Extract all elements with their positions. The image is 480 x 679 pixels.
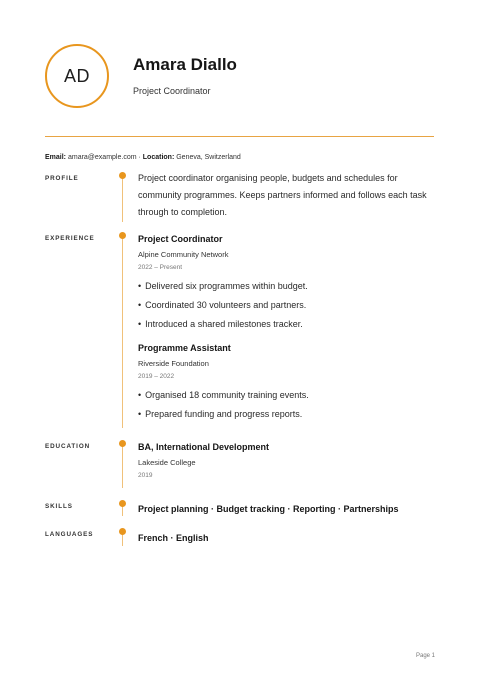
job-bullet: • Introduced a shared milestones tracker. bbox=[138, 315, 438, 334]
job-bullet: • Coordinated 30 volunteers and partners. bbox=[138, 296, 438, 315]
job-bullets bbox=[138, 277, 438, 334]
person-title: Project Coordinator bbox=[133, 86, 211, 96]
skills-list: Project planning · Budget tracking · Reporting · Partnerships bbox=[138, 504, 399, 514]
languages-list: French · English bbox=[138, 533, 209, 543]
job-bullets bbox=[138, 386, 438, 424]
contact-line bbox=[45, 154, 241, 161]
section-label-education: EDUCATION bbox=[45, 443, 91, 450]
timeline-dot-education bbox=[119, 440, 126, 447]
job-bullet: • Delivered six programmes within budget. bbox=[138, 277, 438, 296]
timeline-experience bbox=[122, 236, 123, 428]
experience-entry bbox=[138, 234, 438, 334]
timeline-dot-profile bbox=[119, 172, 126, 179]
email-label: Email: bbox=[45, 154, 67, 161]
degree: BA, International Development bbox=[138, 442, 270, 452]
location-label: Location: bbox=[142, 154, 175, 161]
education-entry bbox=[138, 442, 438, 479]
timeline-education bbox=[122, 444, 123, 488]
job-title: Project Coordinator bbox=[138, 234, 223, 244]
header-divider bbox=[45, 136, 434, 137]
section-label-languages: LANGUAGES bbox=[45, 531, 94, 538]
job-dates: 2019 – 2022 bbox=[138, 373, 175, 380]
section-label-experience: EXPERIENCE bbox=[45, 235, 95, 242]
profile-text: Project coordinator organising people, budgets and schedules for community programmes. Keeps partners informed and follows each task through to completion. bbox=[138, 173, 427, 217]
person-name: Amara Diallo bbox=[133, 55, 237, 74]
job-title: Programme Assistant bbox=[138, 343, 231, 353]
timeline-dot-skills bbox=[119, 500, 126, 507]
section-label-skills: SKILLS bbox=[45, 503, 73, 510]
email-value: amara@example.com bbox=[67, 154, 137, 161]
job-bullet: • Prepared funding and progress reports. bbox=[138, 405, 438, 424]
graduation-year: 2019 bbox=[138, 472, 153, 479]
contact-separator: · bbox=[136, 154, 143, 161]
section-label-profile: PROFILE bbox=[45, 175, 79, 182]
job-organization: Riverside Foundation bbox=[138, 359, 209, 368]
job-dates: 2022 – Present bbox=[138, 264, 183, 271]
avatar bbox=[45, 44, 109, 108]
school: Lakeside College bbox=[138, 458, 196, 467]
timeline-dot-experience bbox=[119, 232, 126, 239]
timeline-profile bbox=[122, 176, 123, 222]
job-organization: Alpine Community Network bbox=[138, 250, 229, 259]
page-number: Page 1 bbox=[416, 653, 436, 659]
job-bullet: • Organised 18 community training events. bbox=[138, 386, 438, 405]
timeline-dot-languages bbox=[119, 528, 126, 535]
avatar-initials: AD bbox=[63, 65, 90, 86]
experience-entry bbox=[138, 343, 438, 424]
location-value: Geneva, Switzerland bbox=[176, 154, 241, 161]
